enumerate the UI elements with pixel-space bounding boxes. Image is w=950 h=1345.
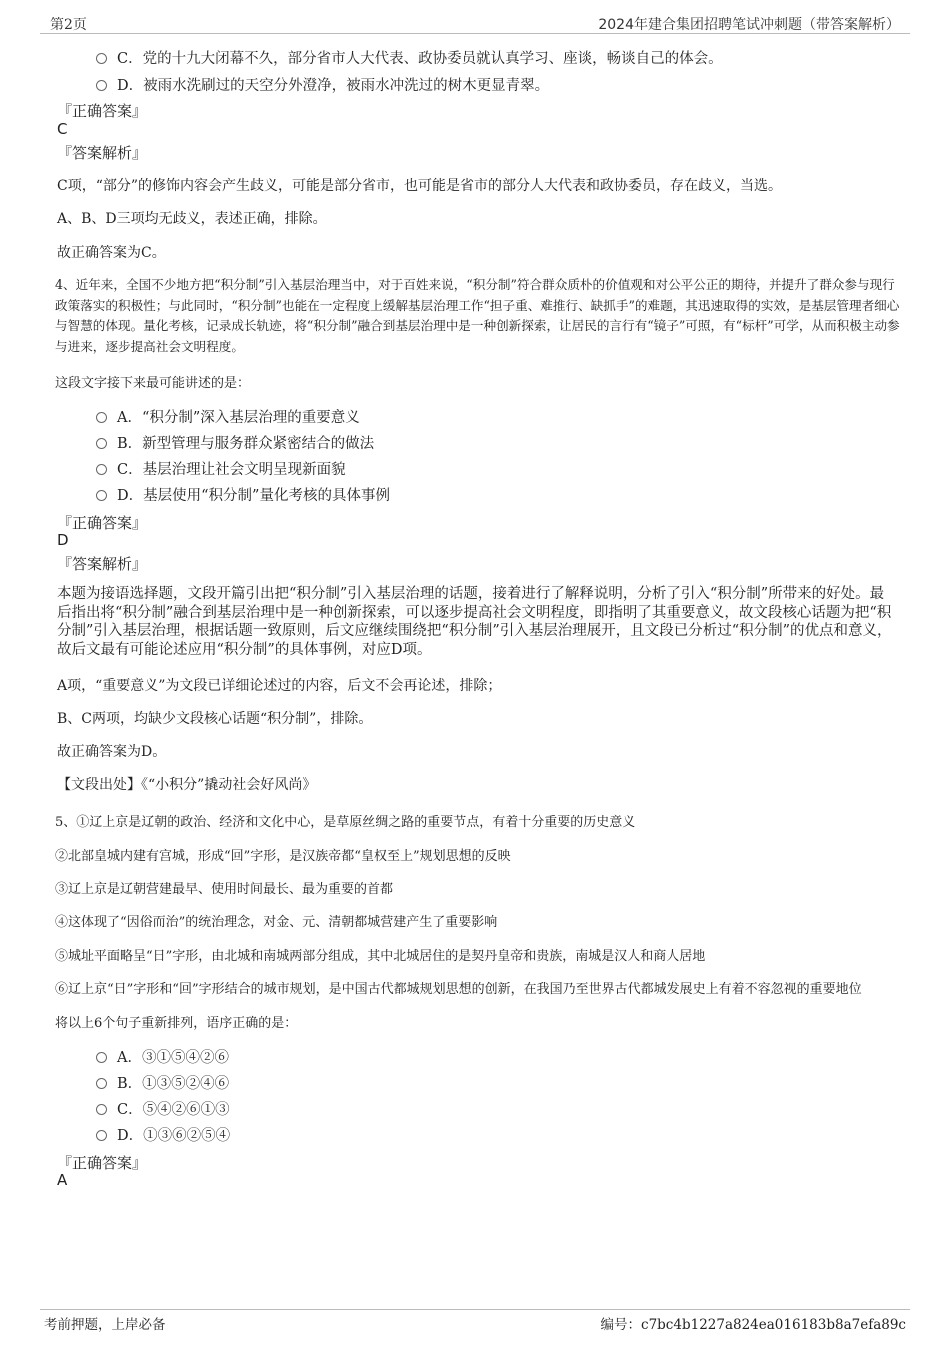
q5-sentence: ⑥辽上京“日”字形和“回”字形结合的城市规划，是中国古代都城规划思想的创新，在我国乃至世界古代都城发展史上有着不容忽视的重要地位	[55, 982, 862, 997]
answer-value: A	[57, 1171, 68, 1189]
analysis-paragraph: A、B、D三项均无歧义，表述正确，排除。	[57, 211, 327, 227]
q5-option-d[interactable]: D．①③⑥②⑤④	[96, 1124, 230, 1145]
footer-divider	[40, 1309, 910, 1310]
answer-label: 『正确答案』	[57, 514, 148, 532]
q5-sentence: ④这体现了“因俗而治”的统治理念，对金、元、清朝都城营建产生了重要影响	[55, 915, 498, 930]
analysis-paragraph: A项，“重要意义”为文段已详细论述过的内容，后文不会再论述，排除；	[57, 678, 502, 694]
radio-icon[interactable]	[96, 1130, 107, 1141]
analysis-paragraph: 故正确答案为C。	[57, 245, 166, 261]
header-divider	[40, 33, 910, 34]
q4-question: 这段文字接下来最可能讲述的是：	[55, 376, 251, 391]
radio-icon[interactable]	[96, 80, 107, 91]
q5-sentence: ②北部皇城内建有宫城，形成“回”字形，是汉族帝都“皇权至上”规划思想的反映	[55, 849, 511, 864]
analysis-paragraph: 本题为接语选择题，文段开篇引出把“积分制”引入基层治理的话题，接着进行了解释说明，分析了引入“积分制”所带来的好处。最后指出将“积分制”融合到基层治理中是一种创新探索，可以逐步提高社会文明程度，即指明了其重要意义，故文段核心话题为把“积分制”引入基层治理，根据话题一致原则，后文应继续围绕把“积分制”引入基层治理展开，且文段已分析过“积分制”的优点和意义，故后文最有可能论述应用“积分制”的具体事例，对应D项。	[57, 586, 892, 658]
analysis-paragraph: C项，“部分”的修饰内容会产生歧义，可能是部分省市，也可能是省市的部分人大代表和政协委员，存在歧义，当选。	[57, 178, 783, 194]
analysis-paragraph: B、C两项，均缺少文段核心话题“积分制”，排除。	[57, 711, 373, 727]
document-id: 编号：c7bc4b1227a824ea016183b8a7efa89c	[600, 1317, 906, 1333]
radio-icon[interactable]	[96, 1052, 107, 1063]
analysis-paragraph: 故正确答案为D。	[57, 744, 167, 760]
q5-sentence: 5、①辽上京是辽朝的政治、经济和文化中心，是草原丝绸之路的重要节点，有着十分重要的历史意义	[55, 815, 636, 830]
answer-value: D	[57, 531, 69, 549]
page-number: 第2页	[50, 17, 87, 33]
q3-option-c[interactable]: C．党的十九大闭幕不久，部分省市人大代表、政协委员就认真学习、座谈，畅谈自己的体会。	[96, 47, 723, 68]
q5-sentence: ⑤城址平面略呈“日”字形，由北城和南城两部分组成，其中北城居住的是契丹皇帝和贵族，南城是汉人和商人居地	[55, 949, 706, 964]
answer-value: C	[57, 120, 68, 138]
q5-option-c[interactable]: C．⑤④②⑥①③	[96, 1098, 230, 1119]
radio-icon[interactable]	[96, 464, 107, 475]
radio-icon[interactable]	[96, 1104, 107, 1115]
radio-icon[interactable]	[96, 53, 107, 64]
radio-icon[interactable]	[96, 490, 107, 501]
q4-option-c[interactable]: C．基层治理让社会文明呈现新面貌	[96, 458, 346, 479]
q5-option-b[interactable]: B．①③⑤②④⑥	[96, 1072, 229, 1093]
analysis-label: 『答案解析』	[57, 144, 148, 162]
radio-icon[interactable]	[96, 438, 107, 449]
source-citation: 【文段出处】《“小积分”撬动社会好风尚》	[57, 777, 317, 793]
q5-question: 将以上6个句子重新排列，语序正确的是：	[55, 1016, 298, 1031]
footer-slogan: 考前押题，上岸必备	[44, 1317, 166, 1333]
document-title: 2024年建合集团招聘笔试冲刺题（带答案解析）	[598, 17, 900, 33]
q4-stem: 4、近年来，全国不少地方把“积分制”引入基层治理当中，对于百姓来说，“积分制”符合群众质朴的价值观和对公平公正的期待，并提升了群众参与现行政策落实的积极性；与此同时，“积分制”也能在一定程度上缓解基层治理工作“担子重、难推行、缺抓手”的难题，其迅速取得的实效，是基层管理者细心与智慧的体现。量化考核，记录成长轨迹，将“积分制”融合到基层治理中是一种创新探索，让居民的言行有“镜子”可照，有“标杆”可学，从而积极主动参与进来，逐步提高社会文明程度。	[55, 277, 900, 354]
radio-icon[interactable]	[96, 1078, 107, 1089]
q4-option-a[interactable]: A．“积分制”深入基层治理的重要意义	[96, 406, 360, 427]
answer-label: 『正确答案』	[57, 102, 148, 120]
q4-option-b[interactable]: B．新型管理与服务群众紧密结合的做法	[96, 432, 374, 453]
q5-sentence: ③辽上京是辽朝营建最早、使用时间最长、最为重要的首都	[55, 882, 394, 897]
radio-icon[interactable]	[96, 412, 107, 423]
q3-option-d[interactable]: D．被雨水洗刷过的天空分外澄净，被雨水冲洗过的树木更显青翠。	[96, 74, 549, 95]
q5-option-a[interactable]: A．③①⑤④②⑥	[96, 1046, 229, 1067]
answer-label: 『正确答案』	[57, 1154, 148, 1172]
q4-option-d[interactable]: D．基层使用“积分制”量化考核的具体事例	[96, 484, 390, 505]
analysis-label: 『答案解析』	[57, 555, 148, 573]
